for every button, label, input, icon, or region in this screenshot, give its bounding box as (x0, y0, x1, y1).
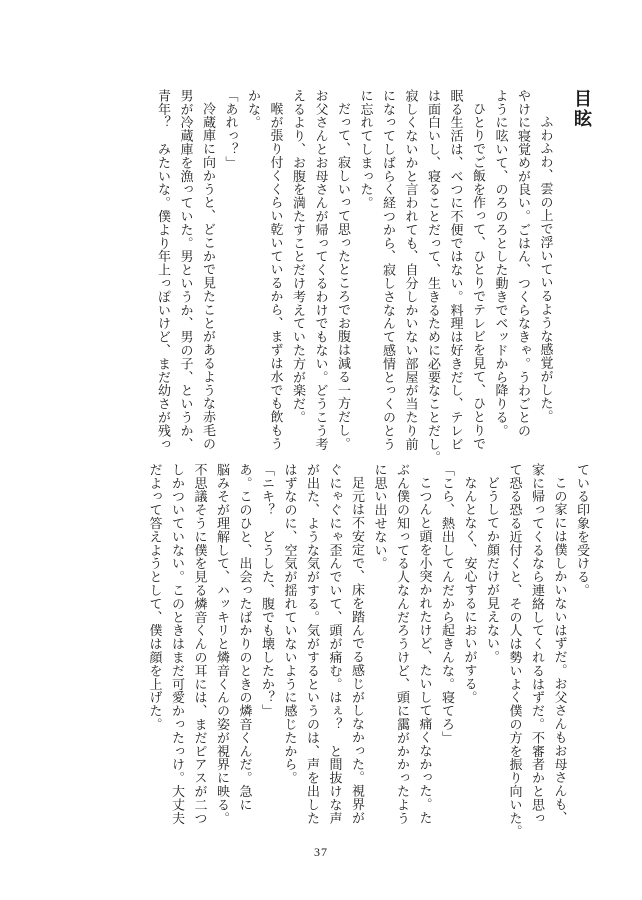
text-line: になってしばらく経つから、寂しさなんて感情とっくのとう (380, 89, 395, 451)
text-line: ぐにゃぐにゃ歪んでいて、頭が痛む。はぇ？ と間抜けな声 (326, 463, 342, 825)
text-line: どうしてか顔だけが見えない。 (484, 476, 499, 664)
text-line: ひとりでご飯を作って、ひとりでテレビを見て、ひとりで (470, 102, 485, 451)
text-line: 寂しくないかと言われても、自分しかいない部屋が当たり前 (402, 89, 418, 451)
chapter-title: 目眩 (571, 89, 592, 129)
text-line: 冷蔵庫に向かうと、どこかで見たことがあるような赤毛の (200, 102, 215, 451)
text-line: が出た、ような気がする。気がするというのは、声を出した (304, 463, 319, 825)
text-line: に忘れてしまった。 (357, 89, 373, 210)
text-line: この家には僕しかいないはずだ。お父さんもお母さんも、 (551, 476, 567, 825)
text-line: なんとなく、安心するにおいがする。 (461, 476, 477, 704)
text-line: えるより、お腹を満たすことだけ考えていた方が楽だ。 (290, 89, 305, 424)
text-line: ぶん僕の知ってる人なんだろうけど、頭に靄がかかったよう (394, 463, 409, 825)
page-number: 37 (314, 845, 328, 859)
dialogue-line: 「ニキ？ どうした、腹でも壊したか？」 (259, 463, 274, 718)
text-line: こつんと頭を小突かれたけど、たいして痛くなかった。た (416, 476, 432, 825)
text-line: お父さんとお母さんが帰ってくるわけでもない。どうこう考 (312, 89, 328, 451)
upper-text-column (151, 89, 593, 465)
text-line: だよって答えようとして、僕は顔を上げた。 (146, 463, 162, 731)
text-line: かな。 (245, 89, 260, 130)
text-line: やけに寝覚めが良い。ごはん、つくらなきゃ。うわごとの (515, 89, 530, 438)
text-line: あ。このひと、出会ったばかりのときの燐音くんだ。急に (236, 463, 252, 812)
text-line: しかついていない。このときはまだ可愛かったっけ。大丈夫 (169, 463, 184, 825)
text-line: に思い出せない。 (371, 463, 387, 571)
lower-text-column (142, 463, 592, 848)
text-line: だって、寂しいって思ったところでお腹は減る一方だし。 (335, 102, 350, 451)
dialogue-line: 「あれっ？」 (222, 89, 238, 170)
text-line: ている印象を受ける。 (574, 463, 589, 597)
text-line: 足元は不安定で、床を踏んでる感じがしなかった。視界が (349, 476, 364, 825)
text-line: 喉が張り付くくらい乾いているから、まずは水でも飲もう (267, 102, 283, 451)
text-line: ように呟いて、のろのろとした動きでベッドから降りる。 (492, 89, 508, 438)
text-line: 不思議そうに僕を見る燐音くんの耳には、まだピアスが二つ (191, 463, 207, 825)
text-line: 家に帰ってくるなら連絡してくれるはずだ。不審者かと思っ (529, 463, 544, 825)
text-line: はずなのに、空気が揺れていないように感じたから。 (281, 463, 297, 785)
text-line: て恐る恐る近付くと、その人は勢いよく僕の方を振り向いた。 (506, 463, 522, 839)
text-line: ふわふわ、雲の上で浮いているような感覚がした。 (537, 115, 553, 424)
dialogue-line: 「こら、熱出してんだから起きんな。寝てろ」 (439, 463, 454, 745)
text-line: 眠る生活は、べつに不便ではない。料理は好きだし、テレビ (447, 89, 463, 451)
text-line: は面白いし、寝ることだって、生きるために必要なことだし。 (425, 89, 440, 465)
text-line: 脳みそが理解して、ハッキリと燐音くんの姿が視界に映る。 (214, 463, 229, 825)
text-line: 青年？ みたいな。僕より年上っぽいけど、まだ幼さが残っ (155, 89, 170, 451)
text-line: 男が冷蔵庫を漁っていた。男というか、男の子、というか、 (177, 89, 193, 451)
